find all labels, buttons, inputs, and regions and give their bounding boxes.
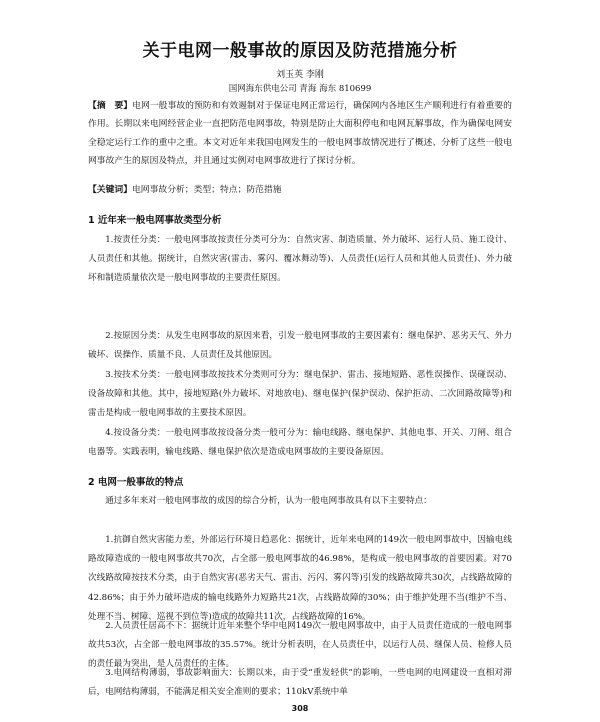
- section-1-heading: 1 近年来一般电网事故类型分析: [88, 215, 222, 226]
- section-1-paragraph-4: 4.按设备分类：一般电网事故按设备分类一般可分为：输电线路、继电保护、其他电事、开关、刀闸、组合电器等。实践表明，输电线路、继电保护依次是造成电网事故的主要设备原因。: [88, 428, 512, 458]
- abstract-text: 电网一般事故的预防和有效遏制对于保证电网正常运行，确保网内各地区生产顺利进行有着重要的作用。长期以来电网经营企业一直把防范电网事故，特别是防止大面积停电和电网瓦解事故，作为确保电网安全稳定运行工作的重中之重。本文对近年来我国电网发生的一般电网事故情况进行了概述、分析了这些一般电网事故产生的原因及特点，并且通过实例对电网事故进行了探讨分析。: [88, 101, 512, 167]
- abstract-label: 【摘 要】: [88, 101, 133, 111]
- section-2-heading: 2 电网一般事故的特点: [88, 477, 184, 488]
- keywords-text: 电网事故分析；类型；特点；防范措施: [132, 185, 282, 195]
- section-1-paragraph-2: 2.按原因分类：从发生电网事故的原因来看，引发一般电网事故的主要因素有：继电保护、恶劣天气、外力破坏、误操作、质量不良、人员责任及其他原因。: [88, 331, 512, 361]
- section-1-paragraph-3: 3.按技术分类：一般电网事故按技术分类则可分为：继电保护、雷击、接地短路、恶性误操作、误碰误动、设备故障和其他。其中，接地短路(外力破坏、对地放电)、继电保护(保护误动、保护拒动、二次回路故障等)和雷击是构成一般电网事故的主要技术原因。: [88, 370, 512, 419]
- affiliation-line: 国网海东供电公司 青海 海东 810699: [228, 84, 372, 94]
- section-2-paragraph-1: 1.抗御自然灾害能力差，外部运行环境日趋恶化：据统计，近年来电网的149次一般电网事故中，因输电线路故障造成的一般电网事故共70次，占全部一般电网事故的46.98%，是构成一般电网事故的首要因素。对70次线路故障按技术分类，由于自然灾害(恶劣天气、雷击、污闪、雾闪等)引发的线路故障共30次，占线路故障的42.86%；由于外力破坏造成的输电线路外力短路共21次，占线路故障的30%；由于维护处理不当(维护不当、处理不当、树障、巡视不到位等)造成的故障共11次，占线路故障的16%。: [88, 535, 512, 622]
- paper-title: 关于电网一般事故的原因及防范措施分析: [142, 41, 458, 61]
- section-1-paragraph-1: 1.按责任分类：一般电网事故按责任分类可分为：自然灾害、制造质量、外力破坏、运行人员、施工设计、人员责任和其他。据统计，自然灾害(雷击、雾闪、覆冰舞动等)、人员责任(运行人员和其他人员责任)、外力破坏和制造质量依次是一般电网事故的主要责任原因。: [88, 235, 512, 284]
- page-number: 308: [291, 704, 309, 713]
- keywords-block: [88, 181, 512, 199]
- keywords-label: 【关键词】: [88, 185, 132, 195]
- author-line: 刘玉英 李刚: [276, 70, 324, 80]
- section-2-paragraph-3: 3.电网结构薄弱，事故影响面大：长期以来，由于受“重发轻供”的影响，一些电网的电网建设一直相对滞后，电网结构薄弱，不能满足相关安全准则的要求；110kV系统中单: [88, 668, 512, 698]
- section-2-paragraph-2: 2.人员责任居高不下：据统计近年来整个华中电网149次一般电网事故中，由于人员责任造成的一般电网事故共53次，占全部一般电网事故的35.57%。统计分析表明，在人员责任中，以运行人员、继保人员、检修人员的责任最为突出，是人员责任的主体。: [88, 621, 512, 670]
- section-2-intro: 通过多年来对一般电网事故的成因的综合分析，认为一般电网事故具有以下主要特点：: [105, 496, 432, 506]
- abstract-block: [88, 97, 512, 171]
